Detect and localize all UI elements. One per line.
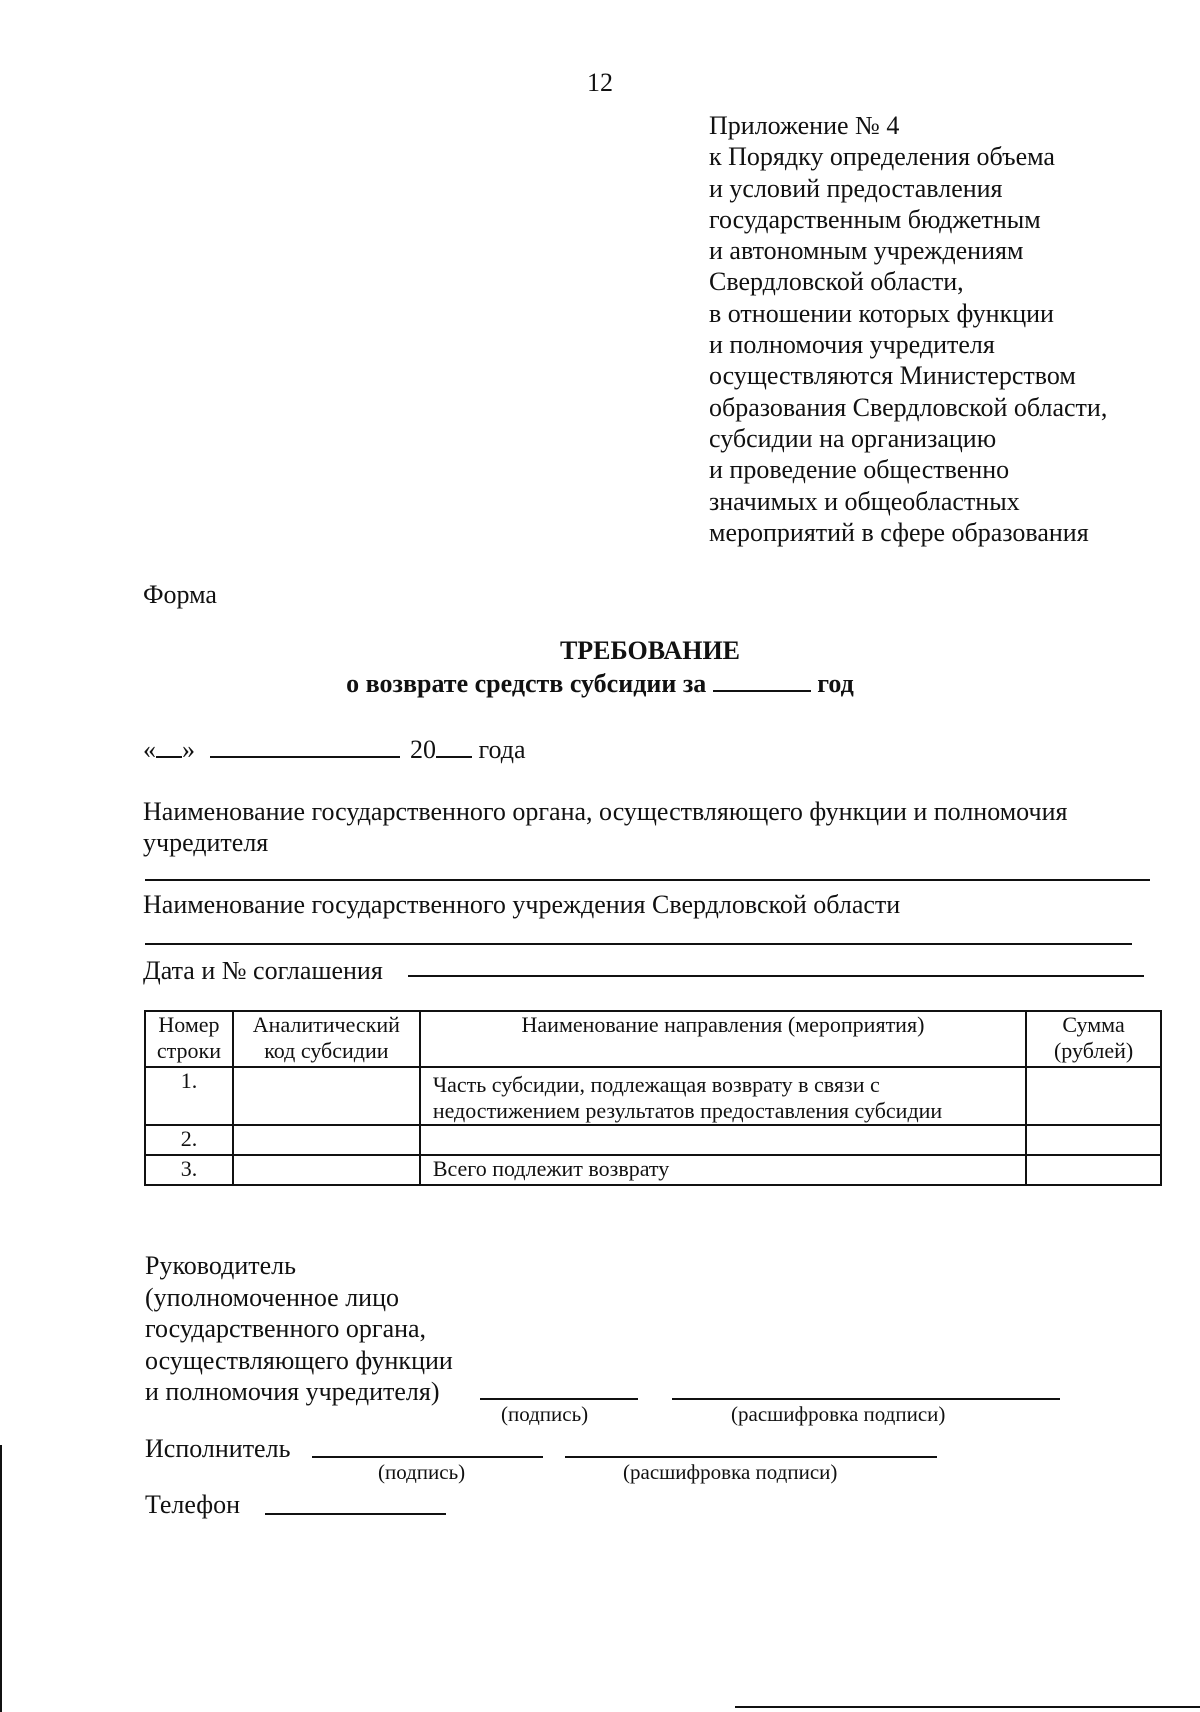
appendix-line: и условий предоставления [709,173,1003,203]
signature-head-block [145,1250,453,1408]
head-decoding-line[interactable] [672,1398,1060,1400]
table-row [145,1155,1161,1185]
cell-row-number: 1. [145,1067,233,1125]
cell-analytic-code[interactable] [233,1067,420,1125]
document-subtitle [0,668,1200,699]
header-analytic-code: Аналитический код субсидии [233,1011,420,1067]
appendix-line: и полномочия учредителя [709,330,995,360]
signature-head-line: осуществляющего функции [145,1345,453,1375]
head-decoding-caption: (расшифровка подписи) [731,1402,946,1426]
open-quote: « [143,735,156,764]
day-blank-field[interactable] [156,734,182,758]
year-suffix: года [478,735,526,764]
header-sum: Сумма (рублей) [1026,1011,1161,1067]
appendix-line: и проведение общественно [709,455,1010,485]
head-signature-caption: (подпись) [501,1402,589,1426]
year-prefix: 20 [410,735,436,764]
year-suffix-blank-field[interactable] [436,734,472,758]
appendix-line: в отношении которых функции [709,298,1054,328]
gov-body-input-line[interactable] [145,879,1150,881]
cell-row-number: 2. [145,1125,233,1155]
cell-analytic-code[interactable] [233,1155,420,1185]
cell-direction-name[interactable] [420,1125,1026,1155]
phone-label: Телефон [145,1490,241,1519]
executor-label: Исполнитель [145,1434,291,1463]
cell-sum[interactable] [1026,1125,1161,1155]
executor-signature-caption: (подпись) [378,1460,466,1484]
signature-head-line: Руководитель [145,1251,296,1280]
agreement-input-line[interactable] [408,975,1144,977]
table-row [145,1067,1161,1125]
scan-bottom-line [735,1706,1200,1708]
agreement-label: Дата и № соглашения [143,956,383,985]
scan-edge-line [0,1445,2,1712]
gov-body-label: Наименование государственного органа, осуществляющего функции и полномочия учредителя [143,797,1068,857]
document-title [0,636,1200,666]
appendix-line: государственным бюджетным [709,204,1041,234]
appendix-line: и автономным учреждениям [709,236,1024,266]
cell-sum[interactable] [1026,1067,1161,1125]
cell-sum[interactable] [1026,1155,1161,1185]
cell-direction-name: Всего подлежит возврату [420,1155,1026,1185]
phone-input-line[interactable] [265,1513,446,1515]
appendix-line: к Порядку определения объема [709,142,1055,172]
signature-head-line: государственного органа, [145,1314,427,1343]
header-row-number: Номер строки [145,1011,233,1067]
appendix-line: Свердловской области, [709,267,964,297]
appendix-line: мероприятий в сфере образования [709,517,1089,547]
close-quote: » [182,735,195,764]
head-signature-line[interactable] [480,1398,638,1400]
subtitle-after: год [817,669,854,698]
table-row [145,1125,1161,1155]
signature-head-line: и полномочия учредителя) [145,1377,440,1406]
institution-input-line[interactable] [145,943,1132,945]
subtitle-before: о возврате средств субсидии за [346,669,707,698]
refund-table [144,1010,1162,1186]
page-number: 12 [587,68,613,97]
executor-decoding-line[interactable] [565,1456,937,1458]
document-title-text: ТРЕБОВАНИЕ [559,636,741,665]
executor-signature-line[interactable] [312,1456,543,1458]
executor-decoding-caption: (расшифровка подписи) [623,1460,838,1484]
header-direction-name: Наименование направления (мероприятия) [420,1011,1026,1067]
cell-direction-name: Часть субсидии, подлежащая возврату в связи с недостижением результатов предоставления субсидии [420,1067,1026,1125]
appendix-line: образования Свердловской области, [709,392,1108,422]
appendix-header [709,110,1107,548]
table-header-row [145,1011,1161,1067]
institution-label: Наименование государственного учреждения Свердловской области [143,890,901,919]
appendix-line: осуществляются Министерством [709,361,1076,391]
appendix-line: Приложение № 4 [709,111,900,140]
month-blank-field[interactable] [210,734,400,758]
appendix-line: значимых и общеобластных [709,486,1020,516]
signature-head-line: (уполномоченное лицо [145,1282,400,1312]
form-label: Форма [143,580,217,609]
cell-row-number: 3. [145,1155,233,1185]
cell-analytic-code[interactable] [233,1125,420,1155]
date-line [143,734,526,765]
appendix-line: субсидии на организацию [709,423,997,453]
year-blank-field[interactable] [713,668,811,692]
